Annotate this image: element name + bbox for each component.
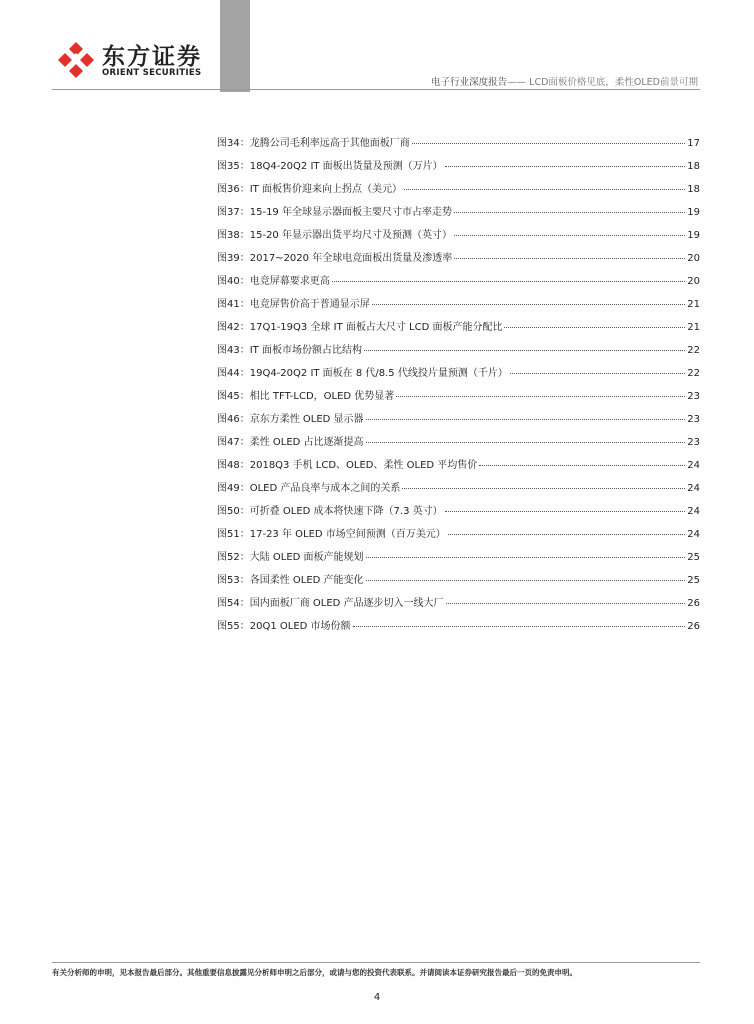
- toc-entry-label: [217, 203, 452, 218]
- toc-entry[interactable]: [217, 433, 700, 456]
- toc-page-number: 19: [687, 207, 700, 218]
- toc-entry[interactable]: [217, 548, 700, 571]
- toc-entry-label: [217, 295, 370, 310]
- toc-figure-number: 图43：: [217, 345, 250, 356]
- toc-figure-title: 20Q1 OLED 市场份额: [249, 621, 351, 632]
- toc-figure-title: 国内面板厂商 OLED 产品逐步切入一线大厂: [249, 598, 444, 609]
- toc-leader-dots: [504, 326, 685, 328]
- toc-entry-label: [217, 594, 444, 609]
- toc-figure-title: 电竞屏售价高于普通显示屏: [249, 299, 370, 310]
- toc-figure-number: 图52：: [217, 552, 250, 563]
- toc-entry[interactable]: [217, 157, 700, 180]
- toc-entry-label: [217, 387, 394, 402]
- footer-divider: [52, 962, 700, 963]
- toc-leader-dots: [479, 464, 685, 466]
- toc-figure-number: 图44：: [217, 368, 250, 379]
- toc-page-number: 26: [687, 621, 700, 632]
- toc-leader-dots: [402, 487, 685, 489]
- toc-figure-title: 柔性 OLED 占比逐渐提高: [249, 437, 364, 448]
- toc-leader-dots: [366, 579, 686, 581]
- toc-leader-dots: [445, 165, 686, 167]
- toc-figure-title: 大陆 OLED 面板产能规划: [249, 552, 364, 563]
- toc-entry[interactable]: [217, 180, 700, 203]
- toc-entry[interactable]: [217, 272, 700, 295]
- toc-entry[interactable]: [217, 364, 700, 387]
- toc-entry-label: [217, 479, 400, 494]
- toc-figure-title: 可折叠 OLED 成本将快速下降（7.3 英寸）: [249, 506, 443, 517]
- toc-figure-number: 图53：: [217, 575, 250, 586]
- toc-leader-dots: [366, 418, 686, 420]
- toc-figure-title: IT 面板市场份额占比结构: [249, 345, 362, 356]
- toc-entry-label: [217, 548, 364, 563]
- report-header-title: [431, 74, 698, 88]
- toc-figure-number: 图50：: [217, 506, 250, 517]
- toc-figure-title: 相比 TFT-LCD，OLED 优势显著: [249, 391, 395, 402]
- toc-figure-title: 京东方柔性 OLED 显示器: [249, 414, 364, 425]
- toc-entry-label: [217, 525, 446, 540]
- toc-leader-dots: [404, 188, 685, 190]
- toc-entry[interactable]: [217, 249, 700, 272]
- toc-entry-label: [217, 433, 364, 448]
- toc-page-number: 24: [687, 529, 700, 540]
- toc-entry-label: [217, 318, 502, 333]
- toc-leader-dots: [412, 142, 686, 144]
- toc-page-number: 26: [687, 598, 700, 609]
- toc-page-number: 18: [687, 161, 700, 172]
- toc-figure-title: 电竞屏幕要求更高: [249, 276, 330, 287]
- toc-figure-number: 图55：: [217, 621, 250, 632]
- toc-entry-label: [217, 410, 364, 425]
- toc-figure-title: 17-23 年 OLED 市场空间预测（百万美元）: [249, 529, 446, 540]
- logo-english-name: ORIENT SECURITIES: [102, 68, 202, 78]
- toc-page-number: 23: [687, 391, 700, 402]
- toc-figure-title: 15-19 年全球显示器面板主要尺寸市占率走势: [249, 207, 452, 218]
- toc-entry[interactable]: [217, 226, 700, 249]
- toc-page-number: 25: [687, 552, 700, 563]
- toc-leader-dots: [454, 234, 685, 236]
- toc-leader-dots: [366, 556, 686, 558]
- report-type: 电子行业深度报告: [431, 77, 508, 88]
- toc-figure-number: 图36：: [217, 184, 250, 195]
- toc-page-number: 22: [687, 368, 700, 379]
- toc-page-number: 20: [687, 253, 700, 264]
- toc-entry-label: [217, 226, 452, 241]
- toc-figure-title: 17Q1-19Q3 全球 IT 面板占大尺寸 LCD 面板产能分配比: [249, 322, 503, 333]
- header-divider: [52, 89, 700, 90]
- toc-entry[interactable]: [217, 571, 700, 594]
- toc-page-number: 17: [687, 138, 700, 149]
- footer-disclaimer: 有关分析师的申明，见本报告最后部分。其他重要信息披露见分析师申明之后部分，或请与您的投资代表联系。并请阅读本证券研究报告最后一页的免责申明。: [52, 968, 577, 977]
- toc-figure-number: 图48：: [217, 460, 250, 471]
- toc-figure-number: 图51：: [217, 529, 250, 540]
- page-number: 4: [373, 992, 381, 1003]
- toc-figure-number: 图39：: [217, 253, 250, 264]
- toc-entry[interactable]: [217, 525, 700, 548]
- toc-leader-dots: [445, 510, 686, 512]
- toc-leader-dots: [353, 625, 686, 627]
- toc-page-number: 23: [687, 414, 700, 425]
- toc-leader-dots: [448, 533, 685, 535]
- toc-page-number: 21: [687, 322, 700, 333]
- toc-entry-label: [217, 364, 508, 379]
- toc-page-number: 21: [687, 299, 700, 310]
- toc-page-number: 24: [687, 460, 700, 471]
- toc-entry[interactable]: [217, 341, 700, 364]
- toc-figure-number: 图54：: [217, 598, 250, 609]
- toc-entry[interactable]: [217, 456, 700, 479]
- toc-leader-dots: [372, 303, 686, 305]
- toc-figure-number: 图34：: [217, 138, 250, 149]
- toc-page-number: 24: [687, 483, 700, 494]
- toc-figure-number: 图45：: [217, 391, 250, 402]
- toc-entry[interactable]: [217, 203, 700, 226]
- toc-page-number: 20: [687, 276, 700, 287]
- toc-entry-label: [217, 571, 364, 586]
- toc-figure-number: 图47：: [217, 437, 250, 448]
- report-subtitle: —— LCD面板价格见底，柔性OLED前景可期: [507, 77, 698, 88]
- toc-figure-number: 图41：: [217, 299, 250, 310]
- toc-figure-number: 图35：: [217, 161, 250, 172]
- toc-figure-number: 图40：: [217, 276, 250, 287]
- company-logo: [56, 38, 216, 86]
- toc-entry-label: [217, 341, 362, 356]
- toc-figure-title: IT 面板售价迎来向上拐点（美元）: [249, 184, 402, 195]
- toc-leader-dots: [364, 349, 685, 351]
- toc-entry-label: [217, 157, 443, 172]
- toc-entry[interactable]: [217, 295, 700, 318]
- toc-entry[interactable]: [217, 617, 700, 640]
- toc-figure-title: 15-20 年显示器出货平均尺寸及预测（英寸）: [249, 230, 452, 241]
- toc-figure-title: OLED 产品良率与成本之间的关系: [249, 483, 401, 494]
- toc-entry[interactable]: [217, 594, 700, 617]
- logo-chinese-name: 东方证券: [102, 44, 202, 70]
- toc-figure-title: 龙腾公司毛利率远高于其他面板厂商: [249, 138, 410, 149]
- toc-entry[interactable]: [217, 318, 700, 341]
- toc-page-number: 23: [687, 437, 700, 448]
- toc-entry[interactable]: [217, 387, 700, 410]
- toc-figure-number: 图37：: [217, 207, 250, 218]
- toc-entry[interactable]: [217, 410, 700, 433]
- toc-page-number: 22: [687, 345, 700, 356]
- toc-figure-number: 图42：: [217, 322, 250, 333]
- toc-figure-number: 图46：: [217, 414, 250, 425]
- toc-leader-dots: [366, 441, 686, 443]
- figure-list: [217, 134, 700, 640]
- toc-entry[interactable]: [217, 134, 700, 157]
- toc-figure-title: 2018Q3 手机 LCD、OLED、柔性 OLED 平均售价: [249, 460, 478, 471]
- toc-entry[interactable]: [217, 479, 700, 502]
- toc-figure-number: 图49：: [217, 483, 250, 494]
- toc-entry[interactable]: [217, 502, 700, 525]
- toc-entry-label: [217, 180, 402, 195]
- toc-entry-label: [217, 502, 443, 517]
- toc-leader-dots: [446, 602, 686, 604]
- orient-logo-icon: [56, 40, 96, 80]
- toc-leader-dots: [332, 280, 686, 282]
- toc-entry-label: [217, 456, 477, 471]
- toc-figure-title: 19Q4-20Q2 IT 面板在 8 代/8.5 代线投片量预测（千片）: [249, 368, 508, 379]
- toc-leader-dots: [454, 211, 685, 213]
- toc-figure-title: 18Q4-20Q2 IT 面板出货量及预测（万片）: [249, 161, 443, 172]
- toc-page-number: 25: [687, 575, 700, 586]
- toc-entry-label: [217, 249, 452, 264]
- toc-leader-dots: [454, 257, 685, 259]
- toc-page-number: 24: [687, 506, 700, 517]
- toc-figure-title: 各国柔性 OLED 产能变化: [249, 575, 364, 586]
- toc-page-number: 18: [687, 184, 700, 195]
- toc-entry-label: [217, 617, 351, 632]
- toc-leader-dots: [510, 372, 685, 374]
- header-accent-bar: [220, 0, 250, 92]
- toc-figure-title: 2017~2020 年全球电竞面板出货量及渗透率: [249, 253, 453, 264]
- toc-leader-dots: [396, 395, 685, 397]
- toc-page-number: 19: [687, 230, 700, 241]
- toc-entry-label: [217, 134, 410, 149]
- toc-figure-number: 图38：: [217, 230, 250, 241]
- toc-entry-label: [217, 272, 330, 287]
